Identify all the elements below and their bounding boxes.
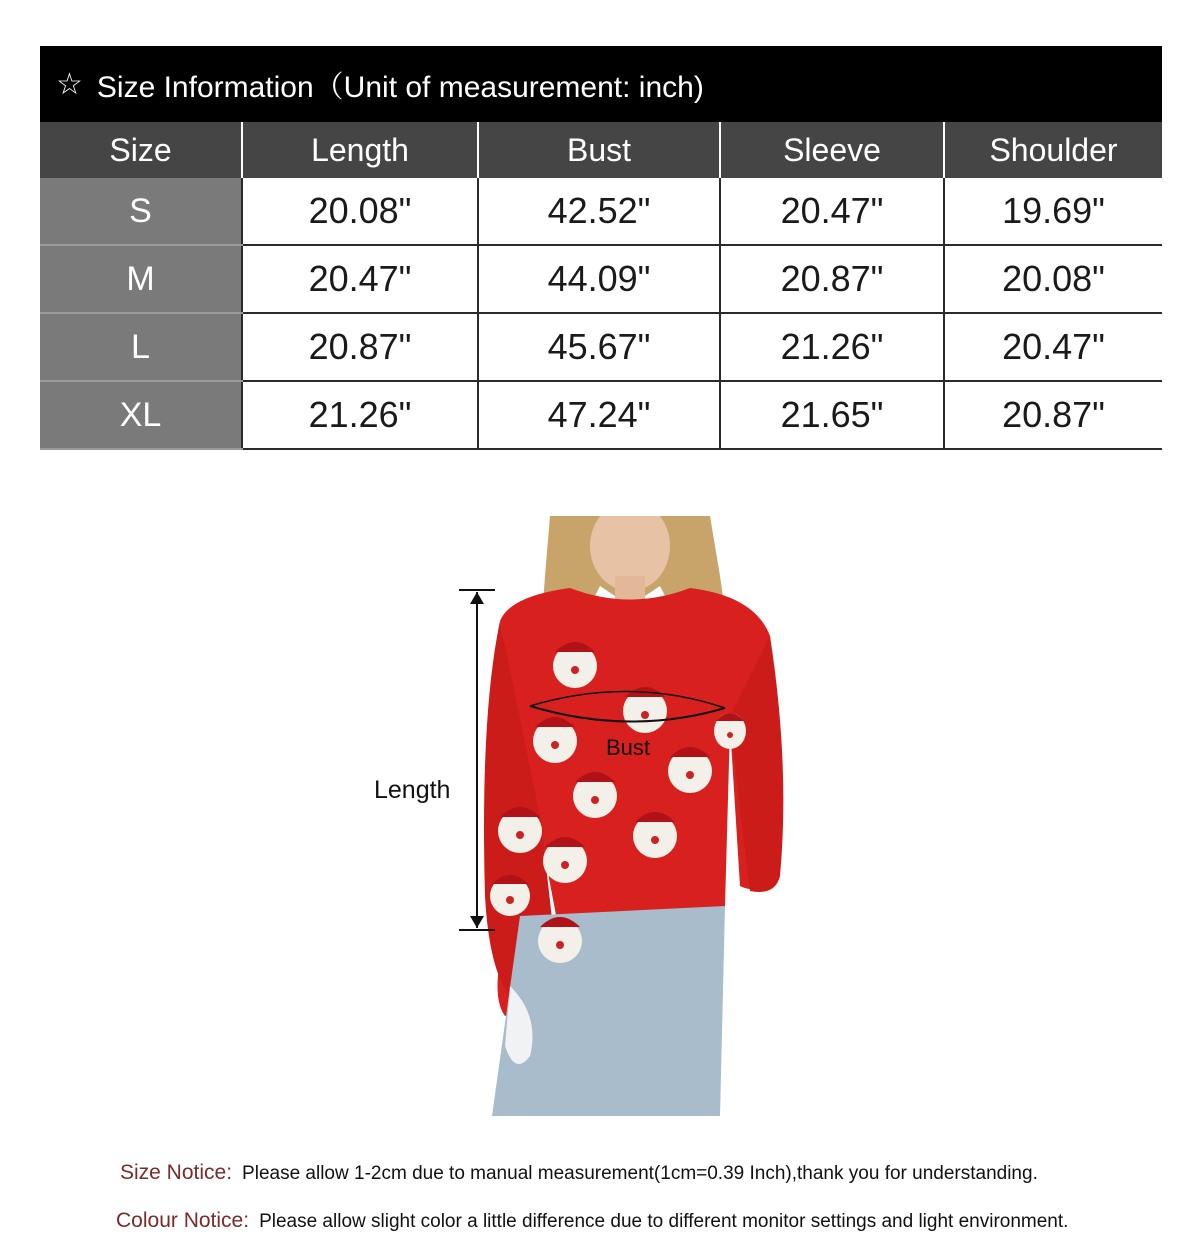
colour-notice-label: Colour Notice:	[116, 1209, 250, 1232]
length-cell: 20.08"	[242, 178, 478, 245]
column-header-bust: Bust	[478, 122, 720, 178]
column-header-length: Length	[242, 122, 478, 178]
colour-notice-text: Please allow slight color a little difference due to different monitor settings and light environment.	[259, 1211, 1069, 1232]
star-outline-icon: ☆	[56, 67, 83, 101]
table-row	[40, 313, 1162, 381]
size-notice-text: Please allow 1-2cm due to manual measurement(1cm=0.39 Inch),thank you for understanding.	[242, 1163, 1038, 1184]
table-row	[40, 178, 1162, 245]
size-cell: M	[40, 245, 242, 313]
sleeve-cell: 20.47"	[720, 178, 944, 245]
sweater-model-photo	[480, 516, 784, 1116]
length-cell: 20.47"	[242, 245, 478, 313]
length-cell: 21.26"	[242, 381, 478, 449]
size-info-title: Size Information（Unit of measurement: inch)	[96, 71, 704, 104]
length-measure-arrow	[455, 586, 499, 936]
shoulder-cell: 19.69"	[944, 178, 1162, 245]
size-cell: L	[40, 313, 242, 381]
size-cell: XL	[40, 381, 242, 449]
shoulder-cell: 20.47"	[944, 313, 1162, 381]
length-cell: 20.87"	[242, 313, 478, 381]
size-cell: S	[40, 178, 242, 245]
neck-shape	[615, 576, 645, 601]
sleeve-cell: 20.87"	[720, 245, 944, 313]
bust-cell: 47.24"	[478, 381, 720, 449]
bust-cell: 45.67"	[478, 313, 720, 381]
length-label: Length	[374, 776, 451, 804]
colour-notice	[116, 1209, 1068, 1233]
sweater-illustration	[480, 516, 784, 1116]
bust-label: Bust	[606, 735, 651, 760]
size-table-header-row	[40, 122, 1162, 178]
shoulder-cell: 20.87"	[944, 381, 1162, 449]
table-row	[40, 245, 1162, 313]
size-info-title-bar	[40, 46, 1162, 122]
column-header-sleeve: Sleeve	[720, 122, 944, 178]
sleeve-cell: 21.26"	[720, 313, 944, 381]
table-row	[40, 381, 1162, 449]
column-header-size: Size	[40, 122, 242, 178]
sleeve-cell: 21.65"	[720, 381, 944, 449]
bust-cell: 44.09"	[478, 245, 720, 313]
size-table-container	[40, 122, 1162, 450]
size-table	[40, 122, 1162, 450]
size-notice	[120, 1161, 1038, 1185]
shoulder-cell: 20.08"	[944, 245, 1162, 313]
size-notice-label: Size Notice:	[120, 1161, 233, 1184]
bust-cell: 42.52"	[478, 178, 720, 245]
column-header-shoulder: Shoulder	[944, 122, 1162, 178]
